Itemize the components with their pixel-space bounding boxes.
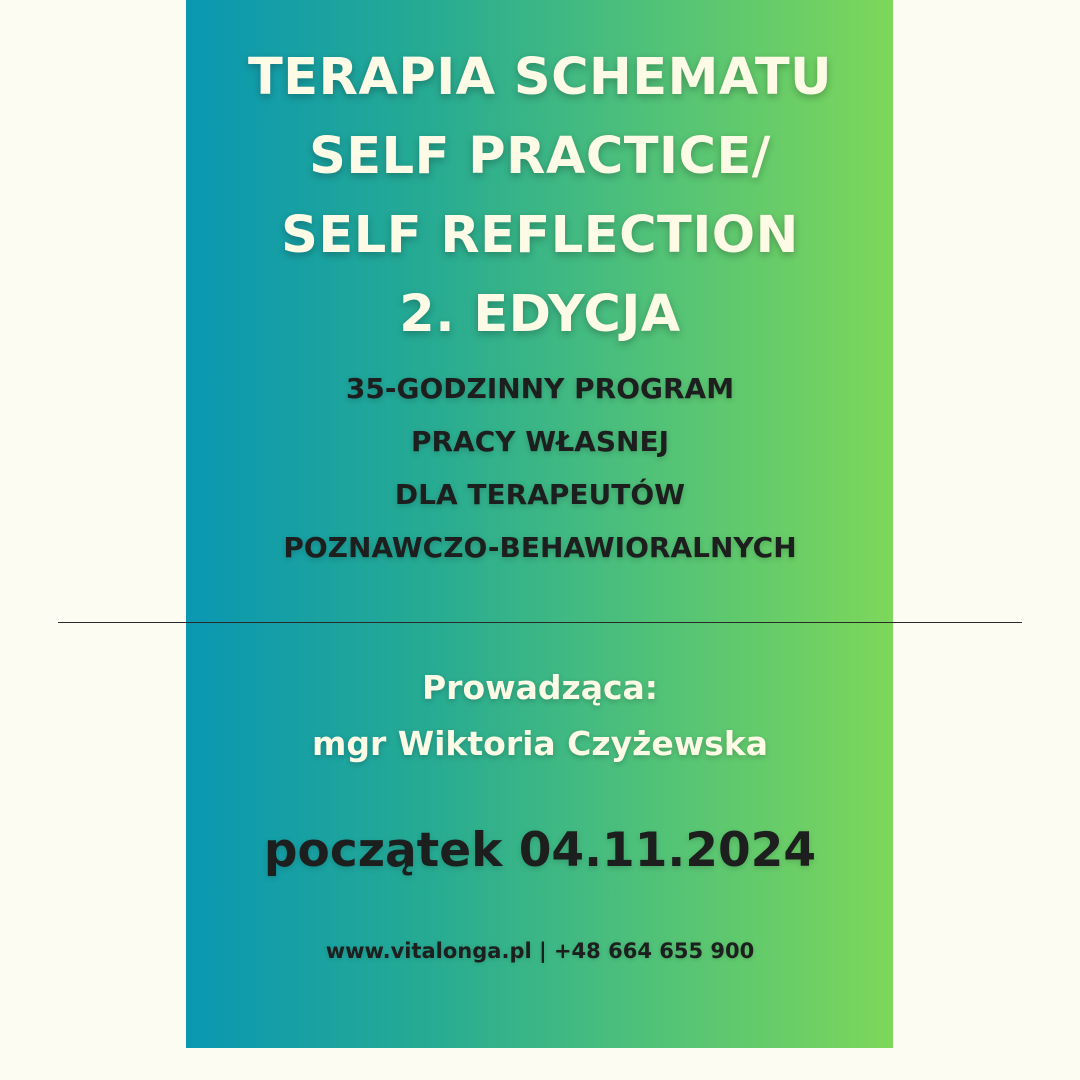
contact-info: www.vitalonga.pl | +48 664 655 900 [325,939,755,963]
instructor-block [0,660,1080,772]
start-date: początek 04.11.2024 [263,823,817,878]
subtitle-line-3: DLA TERAPEUTÓW [394,478,686,511]
instructor-name: mgr Wiktoria Czyżewska [311,724,769,763]
title-line-1: TERAPIA SCHEMATU [247,48,833,107]
title-line-3: SELF REFLECTION [281,206,799,265]
subtitle-line-2: PRACY WŁASNEJ [410,425,669,458]
divider-line [58,622,1022,623]
subtitle-line-4: POZNAWCZO-BEHAWIORALNYCH [283,531,797,564]
program-description [0,362,1080,574]
title-line-4: 2. EDYCJA [399,285,681,344]
title-line-2: SELF PRACTICE/ [309,127,771,186]
instructor-label: Prowadząca: [421,668,658,707]
main-title [0,38,1080,354]
subtitle-line-1: 35-GODZINNY PROGRAM [345,372,735,405]
